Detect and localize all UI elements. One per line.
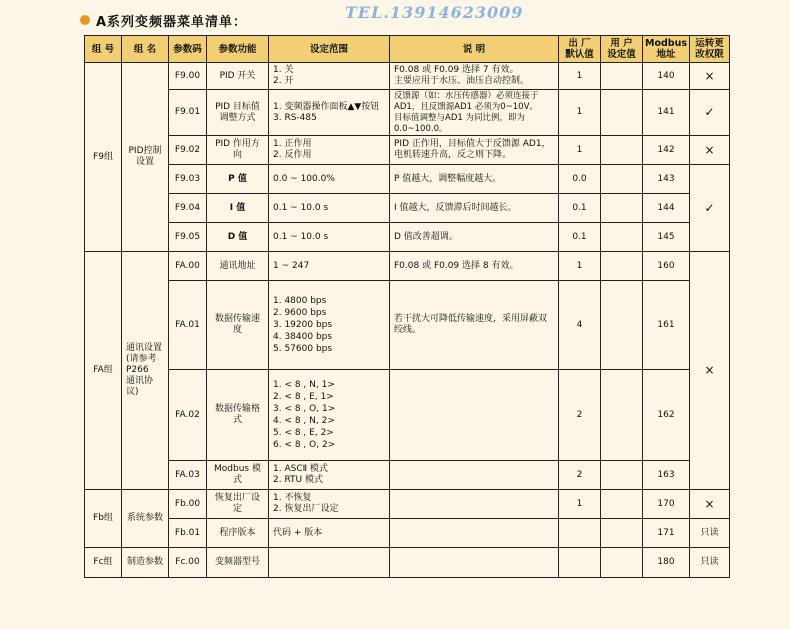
modbus-address: 144 bbox=[643, 194, 690, 223]
param-description bbox=[390, 548, 559, 578]
table-row bbox=[85, 252, 730, 281]
param-function: PID 目标值 调整方式 bbox=[207, 90, 269, 136]
param-function: P 值 bbox=[207, 165, 269, 194]
param-code: FA.03 bbox=[169, 461, 207, 490]
user-setting bbox=[601, 252, 643, 281]
user-setting bbox=[601, 370, 643, 461]
group-no-fb: Fb组 bbox=[85, 490, 122, 548]
page-title bbox=[80, 9, 247, 31]
modify-permission: 只读 bbox=[690, 519, 730, 548]
param-description: 若干扰大可降低传输速度，采用屏蔽双 绞线。 bbox=[390, 281, 559, 370]
param-description: F0.08 或 F0.09 选择 7 有效。 主要应用于水压、油压自动控制。 bbox=[390, 63, 559, 90]
user-setting bbox=[601, 90, 643, 136]
telephone-watermark: TEL.13914623009 bbox=[345, 3, 524, 22]
table-row bbox=[85, 370, 730, 461]
user-setting bbox=[601, 63, 643, 90]
param-code: Fb.01 bbox=[169, 519, 207, 548]
col-modify-permission: 运转更 改权限 bbox=[690, 36, 730, 63]
table-row bbox=[85, 63, 730, 90]
table-row bbox=[85, 519, 730, 548]
param-range: 代码 + 版本 bbox=[269, 519, 390, 548]
param-description bbox=[390, 490, 559, 519]
modbus-address: 145 bbox=[643, 223, 690, 252]
user-setting bbox=[601, 136, 643, 165]
factory-default: 1 bbox=[559, 90, 601, 136]
user-setting bbox=[601, 548, 643, 578]
col-group-no: 组 号 bbox=[85, 36, 122, 63]
table-row bbox=[85, 90, 730, 136]
modify-permission: ✓ bbox=[690, 165, 730, 252]
col-modbus-address: Modbus 地址 bbox=[643, 36, 690, 63]
param-function: I 值 bbox=[207, 194, 269, 223]
param-range: 1 ~ 247 bbox=[269, 252, 390, 281]
user-setting bbox=[601, 519, 643, 548]
modbus-address: 162 bbox=[643, 370, 690, 461]
modbus-address: 180 bbox=[643, 548, 690, 578]
parameter-table bbox=[84, 35, 730, 578]
param-range: 1. 正作用 2. 反作用 bbox=[269, 136, 390, 165]
factory-default: 0.0 bbox=[559, 165, 601, 194]
param-range: 1. 变频器操作面板▲▼按钮 3. RS-485 bbox=[269, 90, 390, 136]
param-function: 恢复出厂设定 bbox=[207, 490, 269, 519]
user-setting bbox=[601, 281, 643, 370]
modify-permission: 只读 bbox=[690, 548, 730, 578]
modbus-address: 160 bbox=[643, 252, 690, 281]
modify-permission: × bbox=[690, 490, 730, 519]
param-function: 数据传输速度 bbox=[207, 281, 269, 370]
param-range: 1. 不恢复 2. 恢复出厂设定 bbox=[269, 490, 390, 519]
param-function: 通讯地址 bbox=[207, 252, 269, 281]
group-name-fb: 系统参数 bbox=[122, 490, 169, 548]
param-description: P 值越大，调整幅度越大。 bbox=[390, 165, 559, 194]
factory-default: 2 bbox=[559, 370, 601, 461]
col-param-code: 参数码 bbox=[169, 36, 207, 63]
param-range: 1. ASCⅡ 模式 2. RTU 模式 bbox=[269, 461, 390, 490]
modify-permission: × bbox=[690, 252, 730, 490]
param-range: 1. < 8 , N, 1> 2. < 8 , E, 1> 3. < 8 , O, 1> 4. < 8 , N, 2> 5. < 8 , E, 2> 6. < 8 , O, 2> bbox=[269, 370, 390, 461]
param-code: F9.00 bbox=[169, 63, 207, 90]
param-code: Fb.00 bbox=[169, 490, 207, 519]
param-code: FA.02 bbox=[169, 370, 207, 461]
user-setting bbox=[601, 223, 643, 252]
user-setting bbox=[601, 461, 643, 490]
param-function: PID 开关 bbox=[207, 63, 269, 90]
param-description: 反馈源（如：水压传感器）必须连接于 AD1，且反馈源AD1 必须为0~10V。 目标值调整与AD1 为同比例，即为0.0~100.0。 bbox=[390, 90, 559, 136]
col-range: 设定范围 bbox=[269, 36, 390, 63]
table-row bbox=[85, 281, 730, 370]
param-description: PID 正作用，目标值大于反馈源 AD1， 电机转速升高，反之则下降。 bbox=[390, 136, 559, 165]
param-description: D 值改善超调。 bbox=[390, 223, 559, 252]
modbus-address: 171 bbox=[643, 519, 690, 548]
param-code: FA.01 bbox=[169, 281, 207, 370]
group-name-f9: PID控制 设置 bbox=[122, 63, 169, 252]
factory-default: 0.1 bbox=[559, 194, 601, 223]
factory-default: 1 bbox=[559, 63, 601, 90]
group-name-fc: 制造参数 bbox=[122, 548, 169, 578]
user-setting bbox=[601, 490, 643, 519]
factory-default bbox=[559, 548, 601, 578]
param-code: Fc.00 bbox=[169, 548, 207, 578]
col-function: 参数功能 bbox=[207, 36, 269, 63]
param-function: 数据传输格式 bbox=[207, 370, 269, 461]
param-code: F9.04 bbox=[169, 194, 207, 223]
modbus-address: 163 bbox=[643, 461, 690, 490]
col-description: 说 明 bbox=[390, 36, 559, 63]
param-description bbox=[390, 370, 559, 461]
modbus-address: 140 bbox=[643, 63, 690, 90]
param-range: 0.1 ~ 10.0 s bbox=[269, 194, 390, 223]
modbus-address: 170 bbox=[643, 490, 690, 519]
factory-default: 2 bbox=[559, 461, 601, 490]
user-setting bbox=[601, 194, 643, 223]
table-row bbox=[85, 461, 730, 490]
factory-default: 1 bbox=[559, 490, 601, 519]
table-header-row bbox=[85, 36, 730, 63]
factory-default: 1 bbox=[559, 136, 601, 165]
param-code: F9.02 bbox=[169, 136, 207, 165]
modbus-address: 143 bbox=[643, 165, 690, 194]
param-function: D 值 bbox=[207, 223, 269, 252]
param-description bbox=[390, 461, 559, 490]
param-code: FA.00 bbox=[169, 252, 207, 281]
param-code: F9.03 bbox=[169, 165, 207, 194]
col-factory-default: 出 厂 默认值 bbox=[559, 36, 601, 63]
table-row bbox=[85, 165, 730, 194]
param-description: I 值越大，反馈滞后时间越长。 bbox=[390, 194, 559, 223]
param-code: F9.05 bbox=[169, 223, 207, 252]
table-row bbox=[85, 548, 730, 578]
factory-default bbox=[559, 519, 601, 548]
col-user-setting: 用 户 设定值 bbox=[601, 36, 643, 63]
factory-default: 4 bbox=[559, 281, 601, 370]
group-name-fa: 通讯设置 (请参考P266 通讯协议) bbox=[122, 252, 169, 490]
modbus-address: 141 bbox=[643, 90, 690, 136]
user-setting bbox=[601, 165, 643, 194]
group-no-fa: FA组 bbox=[85, 252, 122, 490]
group-no-fc: Fc组 bbox=[85, 548, 122, 578]
param-range bbox=[269, 548, 390, 578]
page-title-text: A系列变频器菜单清单： bbox=[96, 14, 248, 30]
param-description bbox=[390, 519, 559, 548]
modify-permission: × bbox=[690, 63, 730, 90]
table-row bbox=[85, 490, 730, 519]
param-range: 0.0 ~ 100.0% bbox=[269, 165, 390, 194]
modbus-address: 161 bbox=[643, 281, 690, 370]
bullet-icon bbox=[80, 15, 90, 25]
modbus-address: 142 bbox=[643, 136, 690, 165]
param-range: 1. 4800 bps 2. 9600 bps 3. 19200 bps 4. 38400 bps 5. 57600 bps bbox=[269, 281, 390, 370]
col-group-name: 组 名 bbox=[122, 36, 169, 63]
param-function: Modbus 模式 bbox=[207, 461, 269, 490]
table-row bbox=[85, 136, 730, 165]
modify-permission: ✓ bbox=[690, 90, 730, 136]
param-code: F9.01 bbox=[169, 90, 207, 136]
param-function: 变频器型号 bbox=[207, 548, 269, 578]
table-row bbox=[85, 194, 730, 223]
param-function: 程序版本 bbox=[207, 519, 269, 548]
param-description: F0.08 或 F0.09 选择 8 有效。 bbox=[390, 252, 559, 281]
group-no-f9: F9组 bbox=[85, 63, 122, 252]
param-function: PID 作用方向 bbox=[207, 136, 269, 165]
param-range: 1. 关 2. 开 bbox=[269, 63, 390, 90]
param-range: 0.1 ~ 10.0 s bbox=[269, 223, 390, 252]
table-row bbox=[85, 223, 730, 252]
factory-default: 0.1 bbox=[559, 223, 601, 252]
modify-permission: × bbox=[690, 136, 730, 165]
factory-default: 1 bbox=[559, 252, 601, 281]
